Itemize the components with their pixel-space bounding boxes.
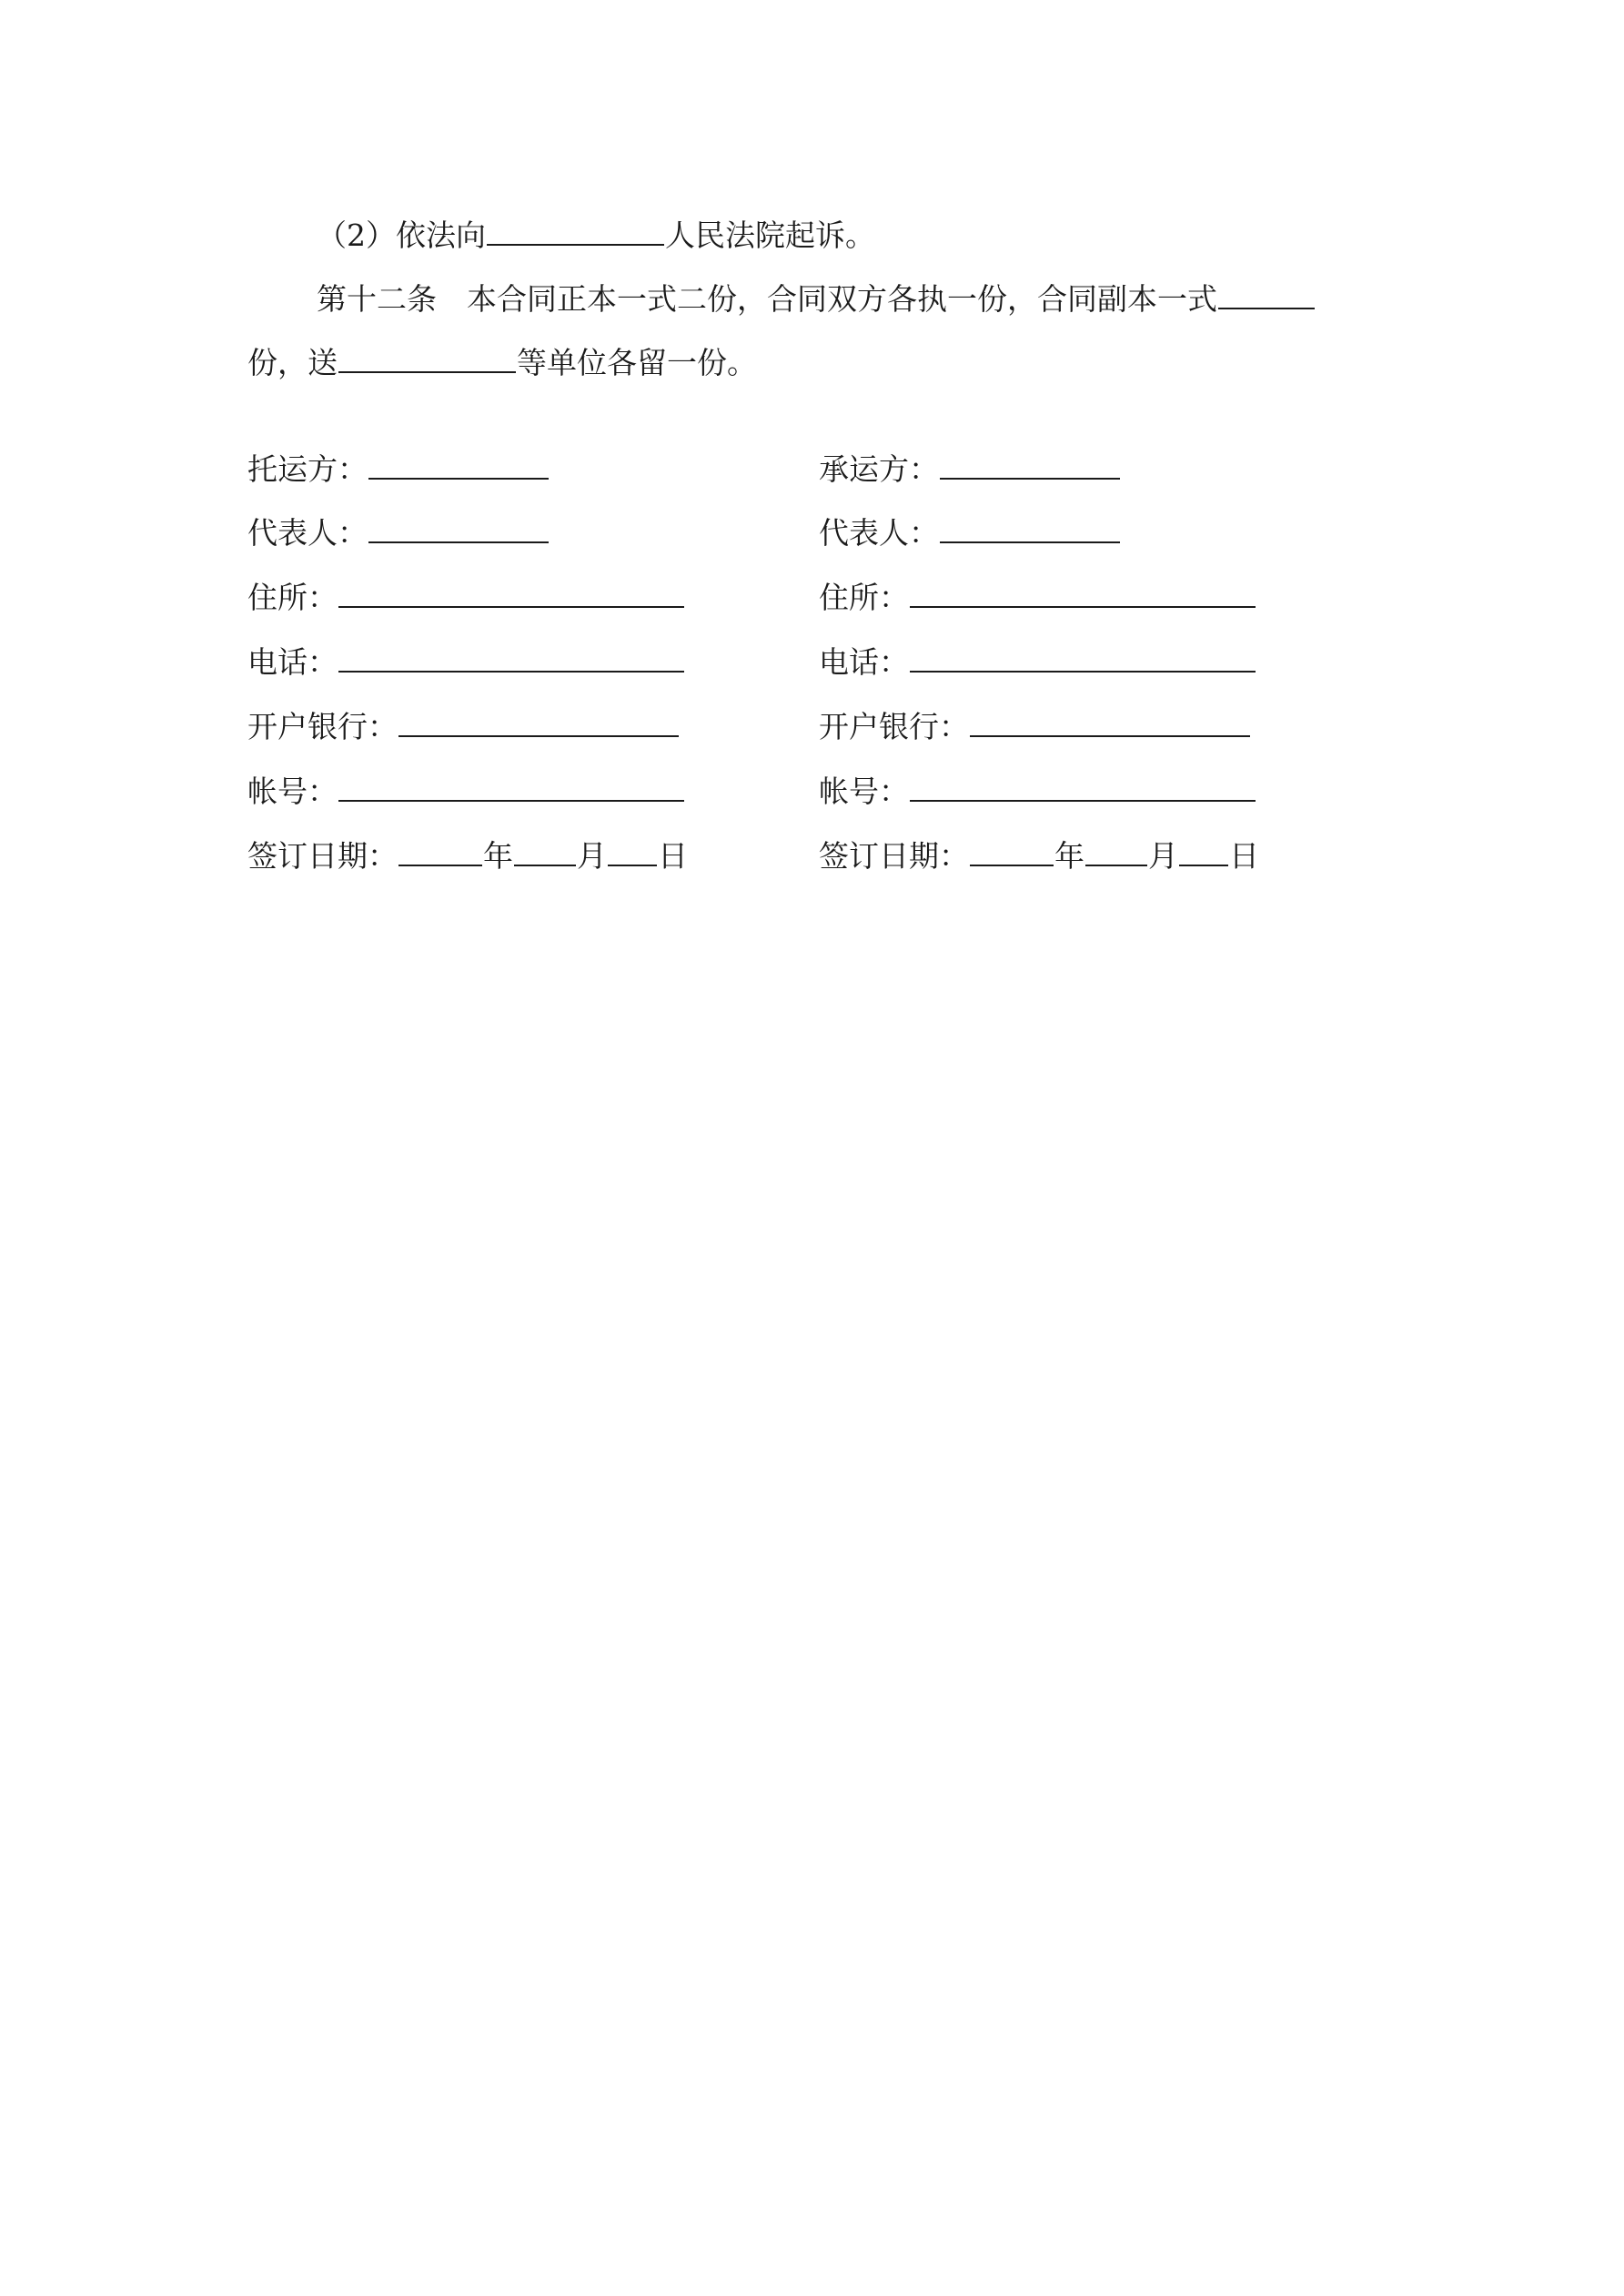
clause-2-prefix: （2）依法向 (317, 217, 486, 253)
shipper-phone-label: 电话： (247, 644, 338, 680)
shipper-address-label: 住所： (247, 580, 338, 615)
carrier-date-row (819, 834, 1259, 876)
carrier-bank-label: 开户银行： (819, 709, 969, 744)
shipper-phone-field[interactable] (338, 640, 684, 673)
shipper-account-field[interactable] (338, 769, 684, 802)
carrier-month-field[interactable] (1085, 834, 1147, 866)
shipper-bank-field[interactable] (398, 704, 679, 737)
shipper-bank-row (247, 704, 680, 747)
carrier-address-row (819, 575, 1256, 618)
shipper-bank-label: 开户银行： (247, 709, 398, 744)
carrier-year-field[interactable] (970, 834, 1054, 866)
carrier-address-field[interactable] (910, 575, 1256, 608)
shipper-phone-row (247, 640, 685, 683)
article-12-line-1 (317, 277, 1316, 319)
shipper-address-row (247, 575, 685, 618)
carrier-phone-label: 电话： (819, 644, 909, 680)
shipper-party-label: 托运方： (247, 451, 368, 487)
shipper-day-field[interactable] (608, 834, 657, 866)
carrier-address-label: 住所： (819, 580, 909, 615)
shipper-representative-field[interactable] (368, 511, 549, 543)
shipper-account-row (247, 769, 685, 812)
shipper-party-row (247, 447, 550, 490)
recipient-units-field[interactable] (338, 340, 516, 373)
court-name-field[interactable] (487, 213, 664, 246)
shipper-party-field[interactable] (368, 447, 549, 480)
carrier-account-label: 帐号： (819, 774, 909, 809)
carrier-bank-row (819, 704, 1251, 747)
carrier-account-row (819, 769, 1256, 812)
shipper-account-label: 帐号： (247, 774, 338, 809)
shipper-address-field[interactable] (338, 575, 684, 608)
clause-2-line (317, 213, 875, 256)
carrier-year-label: 年 (1054, 838, 1084, 874)
carrier-representative-field[interactable] (940, 511, 1120, 543)
article-12-line-2 (247, 340, 757, 383)
carrier-representative-row (819, 511, 1121, 553)
carrier-party-label: 承运方： (819, 451, 939, 487)
carrier-phone-field[interactable] (910, 640, 1256, 673)
shipper-date-label: 签订日期： (247, 838, 398, 874)
shipper-year-label: 年 (483, 838, 513, 874)
carrier-month-label: 月 (1148, 838, 1178, 874)
carrier-phone-row (819, 640, 1256, 683)
carrier-day-field[interactable] (1179, 834, 1228, 866)
shipper-month-label: 月 (577, 838, 607, 874)
carrier-representative-label: 代表人： (819, 515, 939, 551)
shipper-month-field[interactable] (514, 834, 576, 866)
shipper-date-row (247, 834, 688, 876)
shipper-representative-row (247, 511, 550, 553)
carrier-party-field[interactable] (940, 447, 1120, 480)
shipper-representative-label: 代表人： (247, 515, 368, 551)
article-12-line2-prefix: 份，送 (247, 345, 338, 380)
copies-count-field[interactable] (1218, 277, 1315, 309)
article-12-text: 第十二条 本合同正本一式二份，合同双方各执一份，合同副本一式 (317, 281, 1217, 317)
carrier-account-field[interactable] (910, 769, 1256, 802)
carrier-party-row (819, 447, 1121, 490)
article-12-line2-suffix: 等单位各留一份。 (517, 345, 757, 380)
shipper-day-label: 日 (658, 838, 688, 874)
carrier-day-label: 日 (1229, 838, 1259, 874)
carrier-bank-field[interactable] (970, 704, 1250, 737)
shipper-year-field[interactable] (398, 834, 482, 866)
clause-2-suffix: 人民法院起诉。 (665, 217, 875, 253)
carrier-date-label: 签订日期： (819, 838, 969, 874)
